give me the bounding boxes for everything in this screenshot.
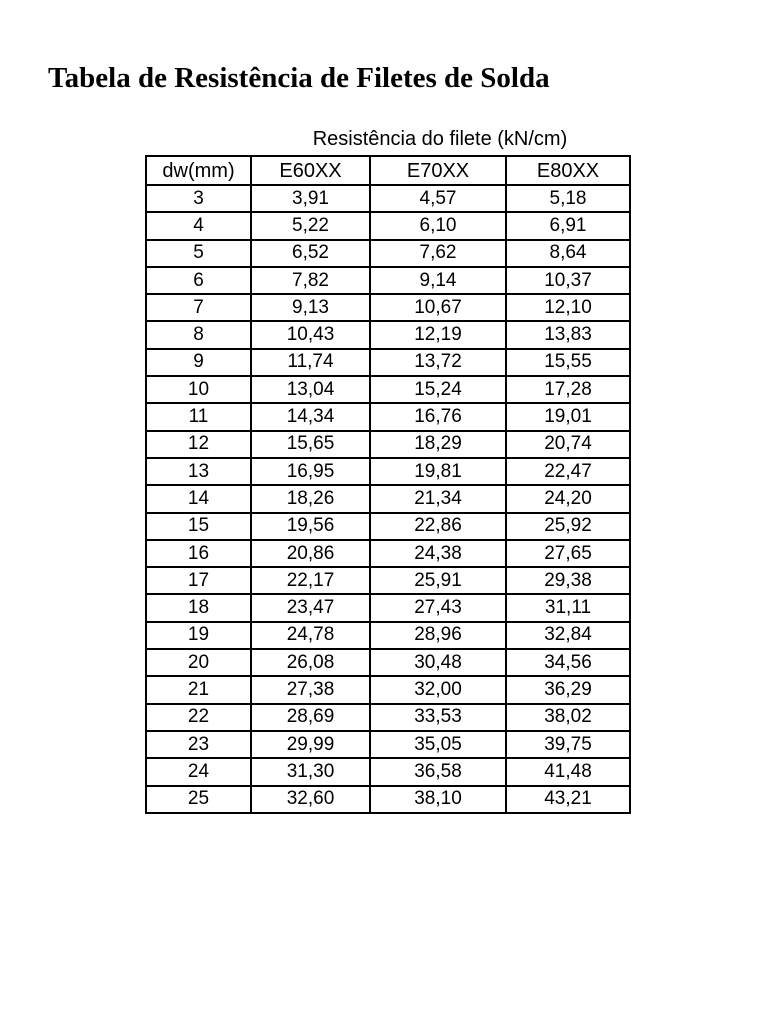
- e70xx-cell: 24,38: [370, 540, 506, 567]
- e70xx-cell: 4,57: [370, 185, 506, 212]
- e70xx-cell: 22,86: [370, 513, 506, 540]
- table-row: [146, 240, 630, 267]
- table-row: [146, 485, 630, 512]
- dw-cell: 23: [146, 731, 251, 758]
- e80xx-cell: 41,48: [506, 758, 630, 785]
- dw-cell: 24: [146, 758, 251, 785]
- header-cell-e80xx: E80XX: [506, 156, 630, 185]
- table-row: [146, 567, 630, 594]
- dw-cell: 21: [146, 676, 251, 703]
- dw-cell: 12: [146, 431, 251, 458]
- e60xx-cell: 19,56: [251, 513, 370, 540]
- table-row: [146, 704, 630, 731]
- dw-cell: 8: [146, 321, 251, 348]
- table-row: [146, 540, 630, 567]
- e70xx-cell: 36,58: [370, 758, 506, 785]
- table-body: [146, 185, 630, 813]
- e60xx-cell: 11,74: [251, 349, 370, 376]
- e60xx-cell: 14,34: [251, 403, 370, 430]
- table-row: [146, 676, 630, 703]
- e60xx-cell: 7,82: [251, 267, 370, 294]
- e60xx-cell: 22,17: [251, 567, 370, 594]
- e80xx-cell: 31,11: [506, 594, 630, 621]
- table-row: [146, 185, 630, 212]
- e70xx-cell: 35,05: [370, 731, 506, 758]
- table-row: [146, 349, 630, 376]
- dw-cell: 11: [146, 403, 251, 430]
- resistance-table: [145, 155, 631, 814]
- table-row: [146, 321, 630, 348]
- e70xx-cell: 38,10: [370, 786, 506, 813]
- e80xx-cell: 10,37: [506, 267, 630, 294]
- e70xx-cell: 28,96: [370, 622, 506, 649]
- e60xx-cell: 31,30: [251, 758, 370, 785]
- dw-cell: 10: [146, 376, 251, 403]
- dw-cell: 13: [146, 458, 251, 485]
- e70xx-cell: 7,62: [370, 240, 506, 267]
- e80xx-cell: 8,64: [506, 240, 630, 267]
- table-row: [146, 212, 630, 239]
- e60xx-cell: 32,60: [251, 786, 370, 813]
- e80xx-cell: 15,55: [506, 349, 630, 376]
- e80xx-cell: 34,56: [506, 649, 630, 676]
- e80xx-cell: 12,10: [506, 294, 630, 321]
- dw-cell: 16: [146, 540, 251, 567]
- table-row: [146, 731, 630, 758]
- dw-cell: 14: [146, 485, 251, 512]
- e80xx-cell: 22,47: [506, 458, 630, 485]
- e60xx-cell: 9,13: [251, 294, 370, 321]
- e70xx-cell: 15,24: [370, 376, 506, 403]
- e80xx-cell: 19,01: [506, 403, 630, 430]
- table-caption: Resistência do filete (kN/cm): [312, 128, 568, 150]
- table-row: [146, 458, 630, 485]
- table-row: [146, 594, 630, 621]
- e60xx-cell: 13,04: [251, 376, 370, 403]
- e70xx-cell: 32,00: [370, 676, 506, 703]
- e60xx-cell: 5,22: [251, 212, 370, 239]
- header-cell-dw: dw(mm): [146, 156, 251, 185]
- e80xx-cell: 5,18: [506, 185, 630, 212]
- table-row: [146, 294, 630, 321]
- table-row: [146, 376, 630, 403]
- e70xx-cell: 33,53: [370, 704, 506, 731]
- dw-cell: 19: [146, 622, 251, 649]
- e80xx-cell: 29,38: [506, 567, 630, 594]
- table-header: [146, 156, 630, 185]
- table-row: [146, 513, 630, 540]
- dw-cell: 7: [146, 294, 251, 321]
- e70xx-cell: 27,43: [370, 594, 506, 621]
- e70xx-cell: 19,81: [370, 458, 506, 485]
- e80xx-cell: 6,91: [506, 212, 630, 239]
- e60xx-cell: 15,65: [251, 431, 370, 458]
- e70xx-cell: 16,76: [370, 403, 506, 430]
- e80xx-cell: 43,21: [506, 786, 630, 813]
- e80xx-cell: 32,84: [506, 622, 630, 649]
- e60xx-cell: 23,47: [251, 594, 370, 621]
- e60xx-cell: 29,99: [251, 731, 370, 758]
- table-row: [146, 786, 630, 813]
- e80xx-cell: 13,83: [506, 321, 630, 348]
- dw-cell: 25: [146, 786, 251, 813]
- e60xx-cell: 3,91: [251, 185, 370, 212]
- e70xx-cell: 13,72: [370, 349, 506, 376]
- e60xx-cell: 26,08: [251, 649, 370, 676]
- dw-cell: 17: [146, 567, 251, 594]
- e80xx-cell: 25,92: [506, 513, 630, 540]
- page-title: Tabela de Resistência de Filetes de Solda: [48, 62, 550, 94]
- dw-cell: 15: [146, 513, 251, 540]
- e60xx-cell: 18,26: [251, 485, 370, 512]
- e70xx-cell: 30,48: [370, 649, 506, 676]
- table-row: [146, 403, 630, 430]
- table-row: [146, 267, 630, 294]
- table-row: [146, 622, 630, 649]
- table-header-row: [146, 156, 630, 185]
- e70xx-cell: 21,34: [370, 485, 506, 512]
- e60xx-cell: 28,69: [251, 704, 370, 731]
- e80xx-cell: 17,28: [506, 376, 630, 403]
- e60xx-cell: 20,86: [251, 540, 370, 567]
- e80xx-cell: 39,75: [506, 731, 630, 758]
- e80xx-cell: 38,02: [506, 704, 630, 731]
- header-cell-e60xx: E60XX: [251, 156, 370, 185]
- e70xx-cell: 25,91: [370, 567, 506, 594]
- e80xx-cell: 24,20: [506, 485, 630, 512]
- dw-cell: 5: [146, 240, 251, 267]
- dw-cell: 3: [146, 185, 251, 212]
- e80xx-cell: 36,29: [506, 676, 630, 703]
- e60xx-cell: 27,38: [251, 676, 370, 703]
- dw-cell: 18: [146, 594, 251, 621]
- header-cell-e70xx: E70XX: [370, 156, 506, 185]
- e70xx-cell: 10,67: [370, 294, 506, 321]
- e80xx-cell: 20,74: [506, 431, 630, 458]
- e80xx-cell: 27,65: [506, 540, 630, 567]
- e70xx-cell: 6,10: [370, 212, 506, 239]
- dw-cell: 4: [146, 212, 251, 239]
- e70xx-cell: 9,14: [370, 267, 506, 294]
- dw-cell: 9: [146, 349, 251, 376]
- table-row: [146, 649, 630, 676]
- e60xx-cell: 16,95: [251, 458, 370, 485]
- dw-cell: 20: [146, 649, 251, 676]
- table-row: [146, 431, 630, 458]
- table-row: [146, 758, 630, 785]
- e70xx-cell: 12,19: [370, 321, 506, 348]
- e60xx-cell: 10,43: [251, 321, 370, 348]
- dw-cell: 6: [146, 267, 251, 294]
- e60xx-cell: 6,52: [251, 240, 370, 267]
- e70xx-cell: 18,29: [370, 431, 506, 458]
- e60xx-cell: 24,78: [251, 622, 370, 649]
- dw-cell: 22: [146, 704, 251, 731]
